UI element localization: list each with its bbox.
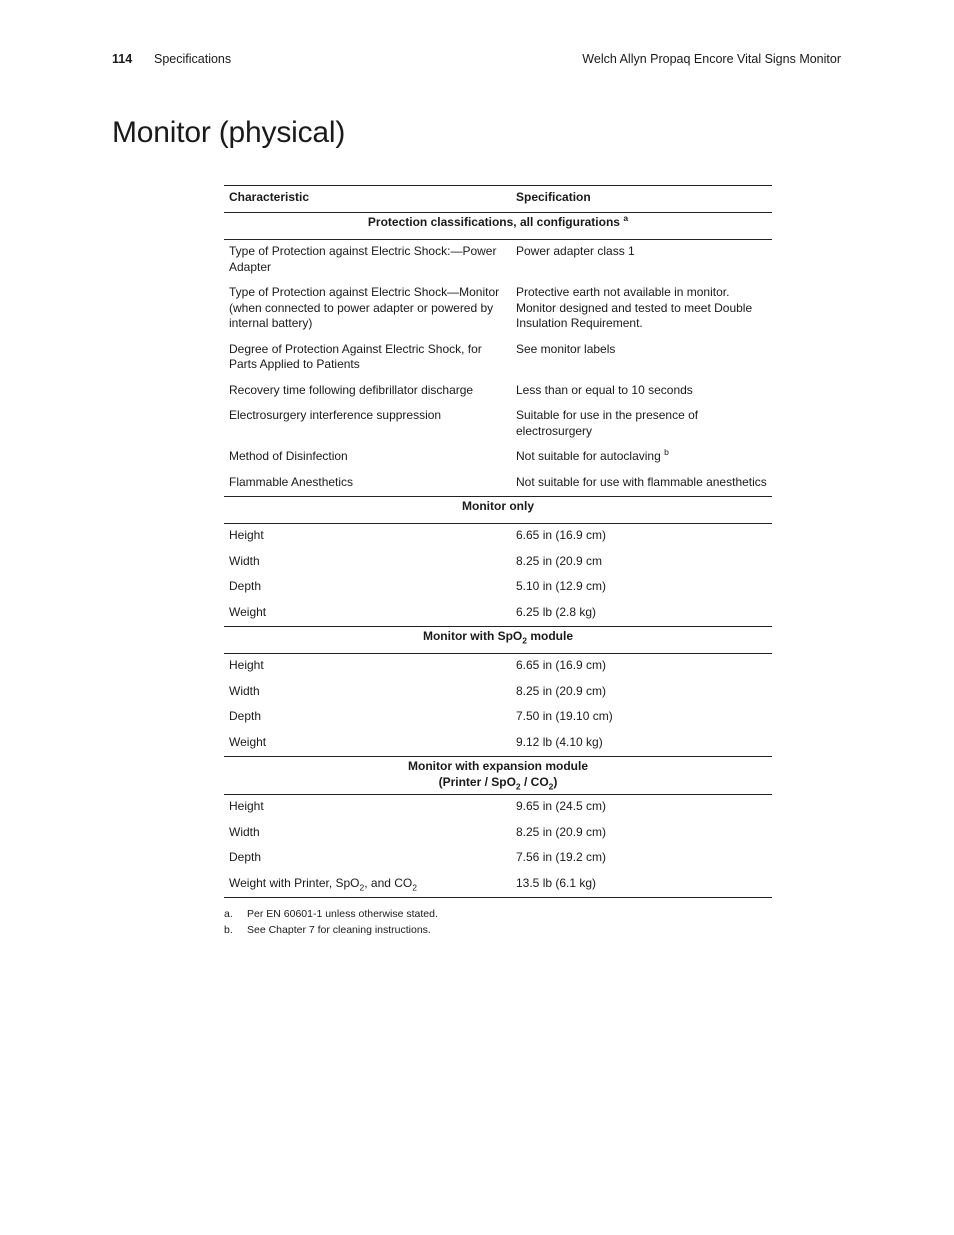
specification-cell: 6.25 lb (2.8 kg) bbox=[511, 602, 772, 627]
characteristic-cell: Width bbox=[229, 553, 260, 568]
footnote-a bbox=[224, 906, 438, 922]
spec-table bbox=[224, 185, 772, 898]
characteristic-cell: Depth bbox=[229, 850, 262, 864]
specification-cell: 7.50 in (19.10 cm) bbox=[516, 709, 613, 723]
specification-cell: Not suitable for use with flammable anesthetics bbox=[511, 472, 772, 497]
footnote-label: b. bbox=[224, 924, 233, 936]
group-header-expansion-module bbox=[224, 757, 772, 795]
table-row bbox=[224, 654, 772, 681]
characteristic-cell: Type of Protection against Electric Shock—Monitor (when connected to power adapter or powered by internal battery) bbox=[229, 285, 500, 330]
characteristic-cell: Weight bbox=[224, 732, 511, 757]
table-row bbox=[224, 524, 772, 551]
specification-cell: 7.56 in (19.2 cm) bbox=[516, 850, 607, 864]
group-title: Monitor with SpO$_2$ module bbox=[224, 627, 772, 654]
specification-cell: Suitable for use in the presence of electrosurgery bbox=[516, 408, 699, 438]
characteristic-cell: Method of Disinfection bbox=[229, 449, 348, 463]
specification-cell: 6.65 in (16.9 cm) bbox=[516, 658, 607, 672]
group-header-monitor-spo2 bbox=[224, 627, 772, 654]
characteristic-cell: Height bbox=[229, 799, 264, 813]
table-row bbox=[224, 732, 772, 757]
specification-cell: 13.5 lb (6.1 kg) bbox=[511, 873, 772, 898]
table-header-row bbox=[224, 186, 772, 213]
column-header-characteristic: Characteristic bbox=[224, 186, 511, 213]
specification-cell: 6.65 in (16.9 cm) bbox=[516, 528, 607, 542]
table-row bbox=[224, 282, 772, 339]
table-row bbox=[224, 472, 772, 497]
page-title: Monitor (physical) bbox=[112, 116, 346, 149]
specification-cell: 9.12 lb (4.10 kg) bbox=[511, 732, 772, 757]
characteristic-cell: Degree of Protection Against Electric Shock, for Parts Applied to Patients bbox=[229, 341, 482, 371]
characteristic-cell: Depth bbox=[229, 709, 262, 723]
characteristic-cell: Width bbox=[229, 683, 260, 698]
table-row bbox=[224, 847, 772, 873]
group-title: Monitor with expansion module (Printer / $SpO_2 / CO_2$) bbox=[224, 757, 772, 795]
characteristic-cell: Height bbox=[229, 528, 264, 542]
characteristic-cell: Height bbox=[229, 658, 264, 672]
specification-cell: See monitor labels bbox=[516, 341, 616, 356]
characteristic-cell: Depth bbox=[229, 579, 262, 593]
specification-cell: Power adapter class 1 bbox=[516, 244, 635, 258]
table-row bbox=[224, 446, 772, 472]
section-name: Specifications bbox=[154, 52, 232, 66]
table-row bbox=[224, 380, 772, 406]
group-title: Monitor only bbox=[224, 497, 772, 524]
specification-cell: 8.25 in (20.9 cm) bbox=[516, 683, 607, 698]
table-row bbox=[224, 240, 772, 283]
specification-cell bbox=[511, 446, 772, 472]
book-title: Welch Allyn Propaq Encore Vital Signs Monitor bbox=[582, 52, 841, 66]
group-header-monitor-only bbox=[224, 497, 772, 524]
characteristic-cell: Type of Protection against Electric Shock:—Power Adapter bbox=[229, 244, 497, 274]
table-row bbox=[224, 602, 772, 627]
footnotes bbox=[224, 906, 438, 938]
characteristic-cell: Weight with Printer, SpO$_2$, and $CO_2$ bbox=[224, 873, 511, 898]
specification-cell: 8.25 in (20.9 cm bbox=[516, 553, 603, 568]
group-header-protection bbox=[224, 213, 772, 240]
page-number: 114 bbox=[112, 52, 133, 66]
running-header bbox=[112, 52, 841, 70]
table-row bbox=[224, 551, 772, 577]
table-row bbox=[224, 706, 772, 732]
characteristic-cell: Width bbox=[229, 824, 260, 839]
table-row bbox=[224, 795, 772, 822]
footnote-text: See Chapter 7 for cleaning instructions. bbox=[247, 924, 431, 936]
footnote-ref: b bbox=[664, 447, 669, 457]
footnote-ref: a bbox=[623, 213, 629, 223]
column-header-specification: Specification bbox=[511, 186, 772, 213]
characteristic-cell: Flammable Anesthetics bbox=[224, 472, 511, 497]
specification-cell: 8.25 in (20.9 cm) bbox=[516, 824, 607, 839]
footnote-text: Per EN 60601-1 unless otherwise stated. bbox=[247, 908, 438, 920]
specification-cell: Less than or equal to 10 seconds bbox=[516, 382, 693, 397]
table-row bbox=[224, 681, 772, 707]
specification-text: Not suitable for autoclaving bbox=[516, 449, 661, 463]
table-row bbox=[224, 576, 772, 602]
table-row bbox=[224, 822, 772, 848]
table-row bbox=[224, 405, 772, 446]
specification-cell: Protective earth not available in monitor. Monitor designed and tested to meet Double Insulation Requirement. bbox=[516, 285, 753, 330]
table-row bbox=[224, 339, 772, 380]
characteristic-cell: Weight bbox=[224, 602, 511, 627]
table-row bbox=[224, 873, 772, 898]
footnote-label: a. bbox=[224, 908, 233, 920]
characteristic-cell: Electrosurgery interference suppression bbox=[229, 408, 442, 422]
characteristic-cell: Recovery time following defibrillator discharge bbox=[229, 382, 474, 397]
group-title: Protection classifications, all configurations bbox=[367, 215, 620, 229]
footnote-b bbox=[224, 922, 438, 938]
specification-cell: 5.10 in (12.9 cm) bbox=[516, 579, 607, 593]
specification-cell: 9.65 in (24.5 cm) bbox=[516, 799, 607, 813]
